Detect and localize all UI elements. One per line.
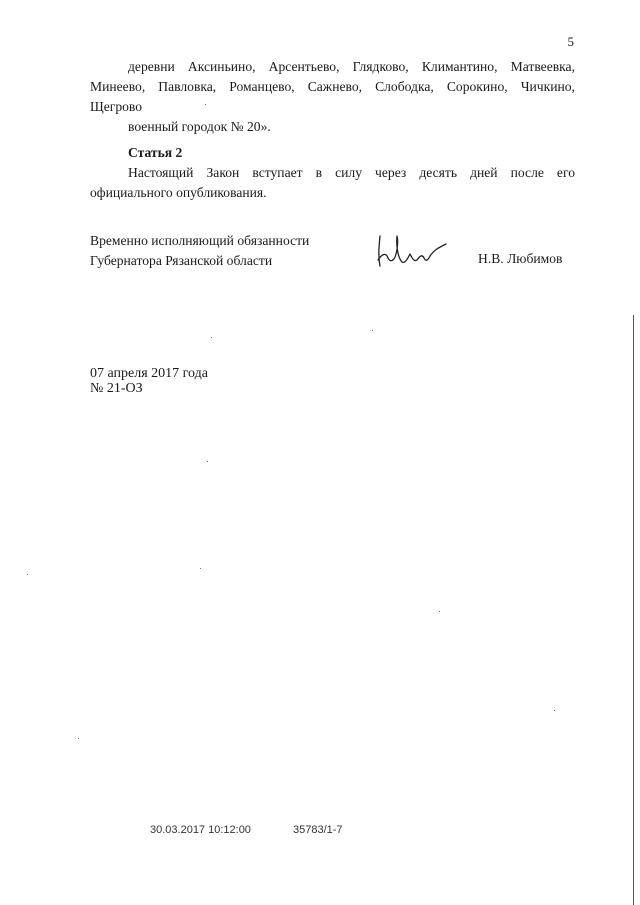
settlements-paragraph [90,57,575,137]
scan-speck [554,710,555,711]
scan-speck [78,738,79,739]
text-line: Щегрово [90,99,143,114]
handwritten-signature [372,232,452,272]
enactment-date: 07 апреля 2017 года [90,366,208,381]
scan-speck [200,568,201,569]
scan-speck [439,611,440,612]
signatory-position [90,231,309,271]
text-line: деревни Аксиньино, Арсентьево, Глядково, Климантино, Матвеевка, [128,59,575,74]
scan-speck [27,574,28,575]
article-text-line: Настоящий Закон вступает в силу через десять дней после его [128,165,575,180]
scan-speck [211,337,212,338]
footer-doc-code: 35783/1-7 [293,824,343,836]
footer-timestamp: 30.03.2017 10:12:00 [150,824,251,836]
scan-speck [207,461,208,462]
position-line: Временно исполняющий обязанности [90,233,310,248]
law-number: № 21-ОЗ [90,381,143,396]
page-number: 5 [567,34,574,49]
signatory-name: Н.В. Любимов [478,251,563,266]
scan-edge-line [633,315,634,905]
scan-speck [372,330,373,331]
scan-speck [205,104,206,105]
position-line: Губернатора Рязанской области [90,253,273,268]
article-2 [90,143,575,203]
article-text-line: официального опубликования. [90,185,267,200]
enactment-details [90,366,208,396]
text-line: военный городок № 20». [128,119,271,134]
text-line: Минеево, Павловка, Романцево, Сажнево, Слободка, Сорокино, Чичкино, [90,79,575,94]
article-title: Статья 2 [128,145,183,160]
